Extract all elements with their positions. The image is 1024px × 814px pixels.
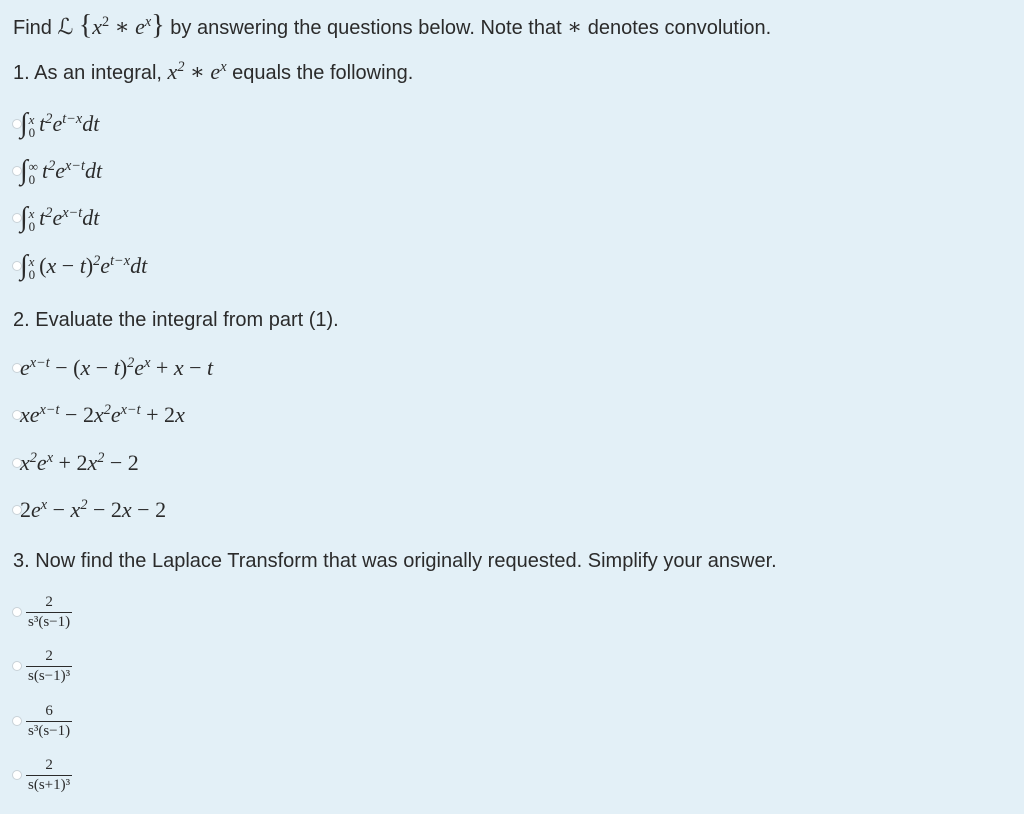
part3-option-3[interactable] (12, 703, 72, 739)
denominator: s³(s−1) (28, 723, 71, 739)
part3-label: 3. Now find the Laplace Transform that was originally requested. Simplify your answer. (13, 550, 777, 572)
part1-expression: $x^2$ ∗ $e^x$ (167, 59, 227, 84)
part2-option-2[interactable] (12, 402, 185, 428)
numerator: 2 (45, 594, 53, 610)
part1-option-3[interactable]: ∫ x 0 $t^2e^{x-t}dt$ (12, 202, 99, 234)
fraction (26, 594, 72, 630)
integrand: $t^2e^{x-t}dt$ (39, 205, 100, 230)
radio-button[interactable] (12, 607, 22, 617)
integral-symbol: ∫ (20, 250, 28, 281)
problem-prefix: Find (13, 17, 52, 39)
part1-option-1[interactable]: ∫ x 0 $t^2e^{t-x}dt$ (12, 108, 99, 140)
option-expression: $xe^{x-t} - 2x^2e^{x-t} + 2x$ (20, 402, 185, 427)
option-expression: $2e^x - x^2 - 2x - 2$ (20, 497, 167, 522)
radio-button[interactable] (12, 770, 22, 780)
part1-label (13, 60, 413, 85)
integrand: $t^2e^{t-x}dt$ (39, 111, 100, 136)
denominator: s(s−1)³ (28, 668, 71, 684)
numerator: 2 (45, 648, 53, 664)
fraction (26, 703, 72, 739)
fraction (26, 648, 72, 684)
laplace-expression: ℒ {$x^2$ ∗ $e^x$} (57, 10, 165, 41)
fraction (26, 757, 72, 793)
option-expression: $x^2e^x + 2x^2 - 2$ (20, 450, 139, 475)
part2-label: 2. Evaluate the integral from part (1). (13, 309, 339, 331)
problem-suffix: by answering the questions below. Note that (170, 17, 562, 39)
part1-label-suffix: equals the following. (232, 62, 414, 84)
part2-option-1[interactable] (12, 355, 213, 381)
numerator: 6 (45, 703, 53, 719)
denominator: s³(s−1) (28, 614, 71, 630)
option-expression: $e^{x-t} - (x - t)^2e^x + x - t$ (20, 355, 214, 380)
convolution-symbol: ∗ (567, 14, 583, 39)
part1-label-prefix: 1. As an integral, (13, 62, 162, 84)
radio-button[interactable] (12, 661, 22, 671)
denominator: s(s+1)³ (28, 777, 71, 793)
part1-option-2[interactable]: ∫ ∞ 0 $t^2e^{x-t}dt$ (12, 155, 102, 187)
part3-option-4[interactable] (12, 757, 72, 793)
problem-statement (13, 10, 772, 41)
numerator: 2 (45, 757, 53, 773)
part3-option-1[interactable] (12, 594, 72, 630)
part3-option-2[interactable] (12, 648, 72, 684)
integrand: $(x - t)^2e^{t-x}dt$ (39, 253, 148, 278)
part2-option-3[interactable] (12, 450, 139, 476)
integral-symbol: ∫ (20, 108, 28, 139)
radio-button[interactable] (12, 716, 22, 726)
integral-symbol: ∫ (20, 202, 28, 233)
problem-tail: denotes convolution. (587, 17, 772, 39)
part2-option-4[interactable] (12, 497, 166, 523)
part1-option-4[interactable]: ∫ x 0 $(x - t)^2e^{t-x}dt$ (12, 250, 147, 282)
integral-symbol: ∫ (20, 155, 28, 186)
integrand: $t^2e^{x-t}dt$ (41, 158, 103, 183)
